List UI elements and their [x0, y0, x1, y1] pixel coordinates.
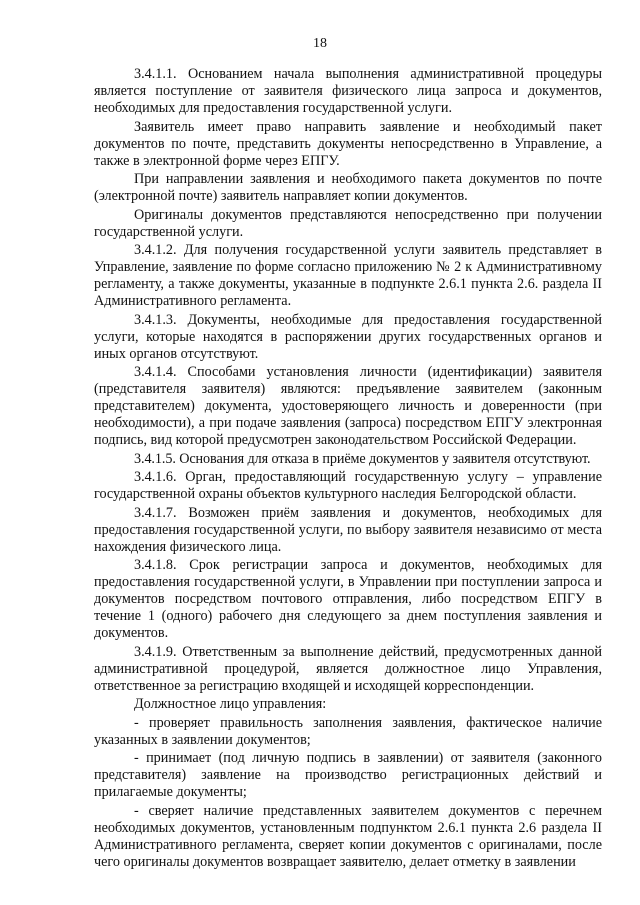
document-body: [94, 66, 602, 872]
paragraph-mail-copies: При направлении заявления и необходимого пакета документов по почте (электронной почте) заявитель направляет копии документов.: [94, 171, 602, 204]
paragraph-3-4-1-8: 3.4.1.8. Срок регистрации запроса и документов, необходимых для предоставления государственной услуги, в Управлении при поступлении запроса и документов посредством почтового отправления, либо посредством ЕПГУ в течение 1 (одного) рабочего дня следующего за днем поступления заявления и документов.: [94, 557, 602, 641]
paragraph-applicant-right: Заявитель имеет право направить заявление и необходимый пакет документов по почте, представить документы непосредственно в Управление, а также в электронной форме через ЕПГУ.: [94, 118, 602, 169]
paragraph-3-4-1-5: 3.4.1.5. Основания для отказа в приёме документов у заявителя отсутствуют.: [134, 450, 591, 467]
page-number: 18: [313, 36, 327, 51]
paragraph-3-4-1-1: 3.4.1.1. Основанием начала выполнения административной процедуры является поступление от заявителя физического лица запроса и документов, необходимых для предоставления государственной услуги.: [94, 66, 602, 116]
paragraph-3-4-1-9: 3.4.1.9. Ответственным за выполнение действий, предусмотренных данной административной процедурой, является должностное лицо Управления, ответственное за регистрацию входящей и исходящей корреспонденции.: [94, 643, 602, 694]
paragraph-official-duties-heading: Должностное лицо управления:: [134, 696, 327, 712]
paragraph-3-4-1-7: 3.4.1.7. Возможен приём заявления и документов, необходимых для предоставления государственной услуги, по выбору заявителя независимо от места нахождения физического лица.: [94, 504, 602, 555]
list-item-accepts-application: - принимает (под личную подпись в заявлении) от заявителя (законного представителя) заявление на производство регистрационных действий и прилагаемые документы;: [94, 750, 602, 800]
paragraph-originals: Оригиналы документов представляются непосредственно при получении государственной услуги.: [94, 206, 602, 240]
paragraph-3-4-1-6: 3.4.1.6. Орган, предоставляющий государственную услугу – управление государственной охраны объектов культурного наследия Белгородской области.: [94, 469, 602, 502]
list-item-checks-form: - проверяет правильность заполнения заявления, фактическое наличие указанных в заявлении документов;: [94, 714, 602, 748]
paragraph-3-4-1-3: 3.4.1.3. Документы, необходимые для предоставления государственной услуги, которые находятся в распоряжении других государственных органов и иных органов отсутствуют.: [94, 311, 602, 362]
paragraph-3-4-1-4: 3.4.1.4. Способами установления личности (идентификации) заявителя (представителя заявителя) являются: предъявление заявителем (законным представителем) документа, удостоверяющего личность и доверенности (при необходимости), а при подаче заявления (запроса) посредством ЕПГУ электронная подпись, вид которой предусмотрен законодательством Российской Федерации.: [94, 364, 602, 448]
paragraph-3-4-1-2: 3.4.1.2. Для получения государственной услуги заявитель представляет в Управление, заявление по форме согласно приложению № 2 к Административному регламенту, а также документы, указанные в подпункте 2.6.1 пункта 2.6. раздела II Административного регламента.: [94, 242, 602, 309]
list-item-verifies-documents: - сверяет наличие представленных заявителем документов с перечнем необходимых документов, установленным подпунктом 2.6.1 пункта 2.6 раздела II Административного регламента, сверяет копии документов с оригиналами, после чего оригиналы документов возвращает заявителю, делает отметку в заявлении: [94, 802, 602, 870]
